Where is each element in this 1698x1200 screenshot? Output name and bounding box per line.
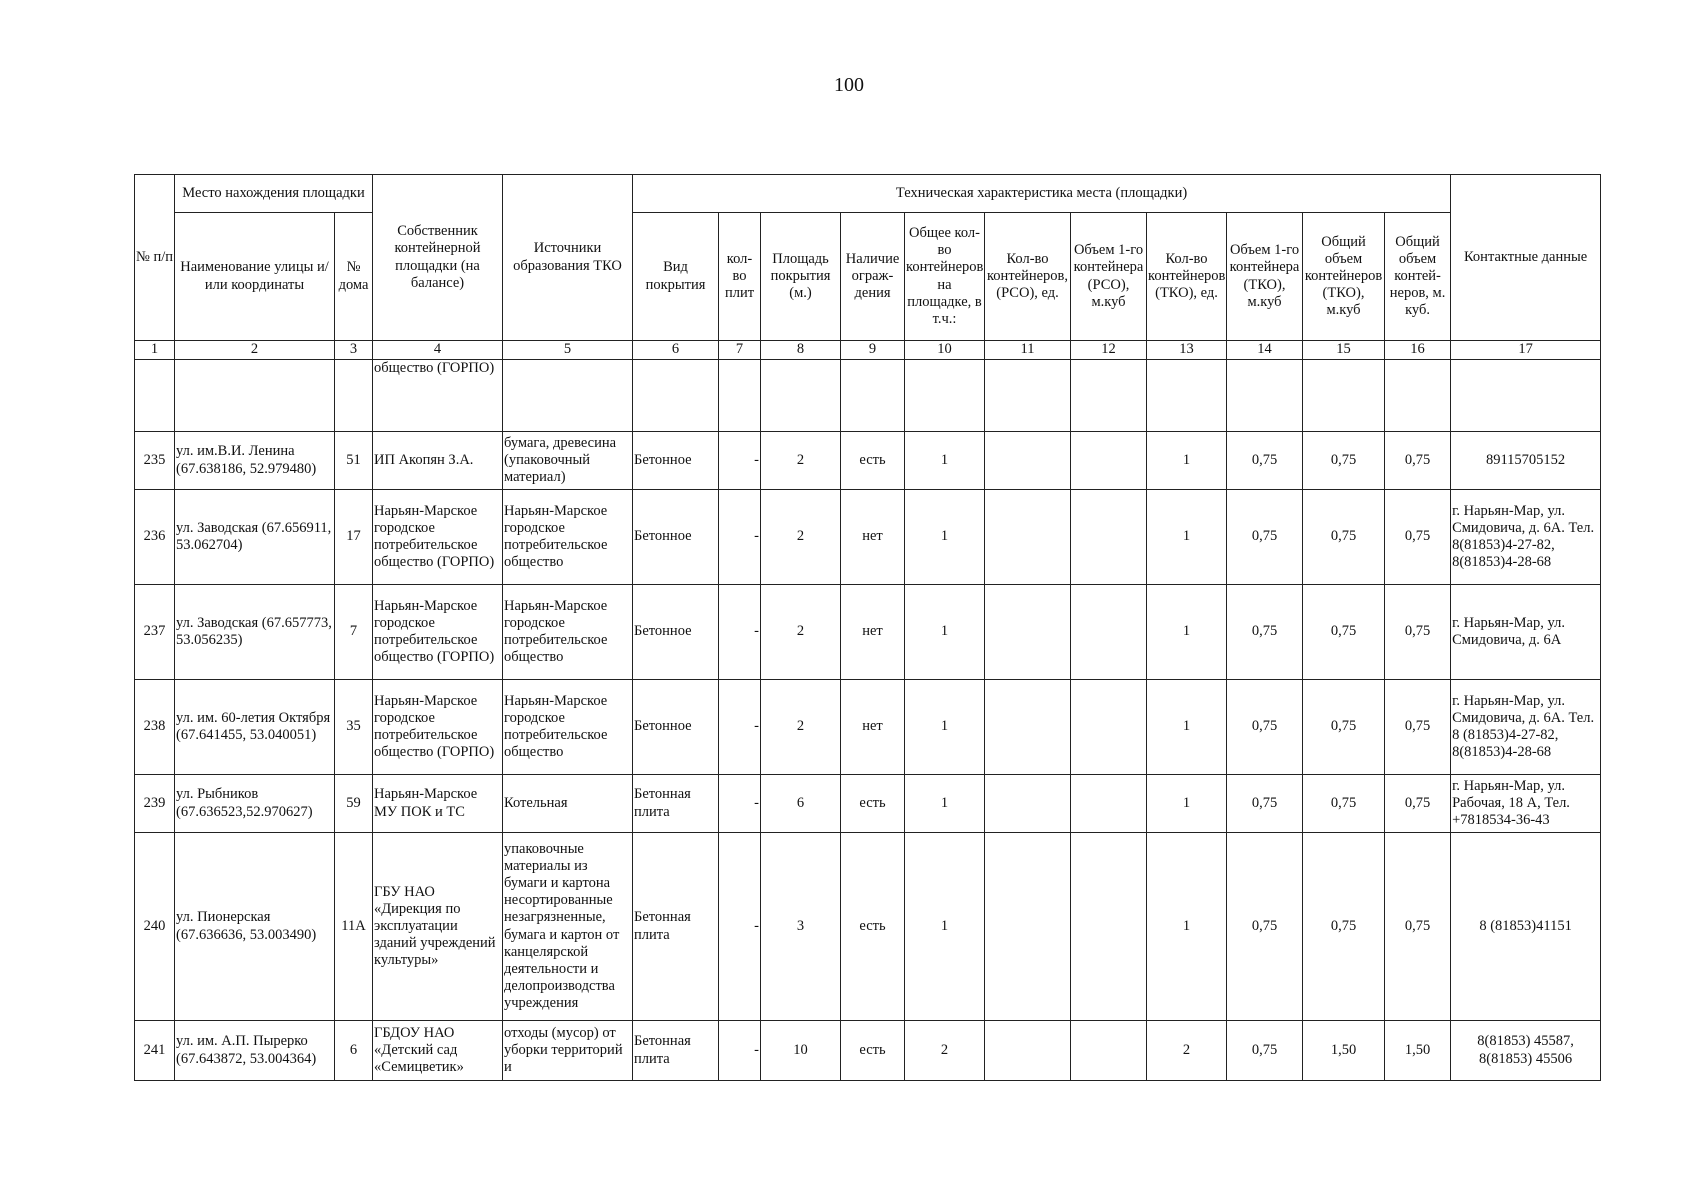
rso-volume-cell bbox=[1071, 680, 1147, 775]
area-cell: 2 bbox=[761, 432, 841, 490]
rso-volume-cell bbox=[1071, 833, 1147, 1021]
contacts-cell: г. Нарьян-Мар, ул. Смидовича, д. 6А. Тел. 8 (81853)4-27-82, 8(81853)4-28-68 bbox=[1451, 680, 1601, 775]
continuation-owner: общество (ГОРПО) bbox=[373, 360, 503, 432]
header-tech-group: Техническая характеристика места (площадки) bbox=[633, 175, 1451, 213]
table-row bbox=[135, 490, 1601, 585]
fence-cell: есть bbox=[841, 775, 905, 833]
plates-cell: - bbox=[719, 490, 761, 585]
total-volume-cell: 0,75 bbox=[1385, 432, 1451, 490]
tko-count-cell: 1 bbox=[1147, 585, 1227, 680]
rso-count-cell bbox=[985, 432, 1071, 490]
column-number: 1 bbox=[135, 341, 175, 360]
page-number: 100 bbox=[834, 74, 864, 96]
row-number: 236 bbox=[135, 490, 175, 585]
header-total-volume: Общий объем контей-неров, м. куб. bbox=[1385, 213, 1451, 341]
tko-total-volume-cell: 0,75 bbox=[1303, 775, 1385, 833]
street-cell: ул. им.В.И. Ленина (67.638186, 52.979480) bbox=[175, 432, 335, 490]
column-number: 9 bbox=[841, 341, 905, 360]
table-row bbox=[135, 775, 1601, 833]
cover-cell: Бетонное bbox=[633, 490, 719, 585]
total-volume-cell: 0,75 bbox=[1385, 680, 1451, 775]
cover-cell: Бетонное bbox=[633, 432, 719, 490]
rso-count-cell bbox=[985, 490, 1071, 585]
row-number: 240 bbox=[135, 833, 175, 1021]
plates-cell: - bbox=[719, 585, 761, 680]
column-number: 11 bbox=[985, 341, 1071, 360]
column-number: 13 bbox=[1147, 341, 1227, 360]
total-containers-cell: 1 bbox=[905, 490, 985, 585]
header-tko-total-volume: Общий объем контейнеров (ТКО), м.куб bbox=[1303, 213, 1385, 341]
sources-cell: Котельная bbox=[503, 775, 633, 833]
tko-count-cell: 2 bbox=[1147, 1021, 1227, 1081]
tko-total-volume-cell: 0,75 bbox=[1303, 490, 1385, 585]
fence-cell: нет bbox=[841, 490, 905, 585]
sources-cell: Нарьян-Марское городское потребительское общество bbox=[503, 680, 633, 775]
column-number: 14 bbox=[1227, 341, 1303, 360]
total-containers-cell: 1 bbox=[905, 585, 985, 680]
fence-cell: нет bbox=[841, 585, 905, 680]
total-containers-cell: 1 bbox=[905, 680, 985, 775]
tko-volume-cell: 0,75 bbox=[1227, 432, 1303, 490]
column-number: 10 bbox=[905, 341, 985, 360]
contacts-cell: г. Нарьян-Мар, ул. Рабочая, 18 А, Тел. +7818534-36-43 bbox=[1451, 775, 1601, 833]
area-cell: 10 bbox=[761, 1021, 841, 1081]
rso-volume-cell bbox=[1071, 775, 1147, 833]
tko-count-cell: 1 bbox=[1147, 775, 1227, 833]
cover-cell: Бетонное bbox=[633, 585, 719, 680]
tko-volume-cell: 0,75 bbox=[1227, 775, 1303, 833]
contacts-cell: г. Нарьян-Мар, ул. Смидовича, д. 6А. Тел. 8(81853)4-27-82, 8(81853)4-28-68 bbox=[1451, 490, 1601, 585]
house-cell: 17 bbox=[335, 490, 373, 585]
fence-cell: есть bbox=[841, 432, 905, 490]
total-volume-cell: 1,50 bbox=[1385, 1021, 1451, 1081]
tko-count-cell: 1 bbox=[1147, 680, 1227, 775]
header-fence: Наличие ограж-дения bbox=[841, 213, 905, 341]
sources-cell: Нарьян-Марское городское потребительское общество bbox=[503, 490, 633, 585]
table-row bbox=[135, 680, 1601, 775]
contacts-cell: 89115705152 bbox=[1451, 432, 1601, 490]
row-number: 241 bbox=[135, 1021, 175, 1081]
fence-cell: есть bbox=[841, 833, 905, 1021]
owner-cell: ГБДОУ НАО «Детский сад «Семицветик» bbox=[373, 1021, 503, 1081]
house-cell: 6 bbox=[335, 1021, 373, 1081]
rso-count-cell bbox=[985, 1021, 1071, 1081]
area-cell: 2 bbox=[761, 490, 841, 585]
tko-volume-cell: 0,75 bbox=[1227, 1021, 1303, 1081]
table-row bbox=[135, 833, 1601, 1021]
total-containers-cell: 1 bbox=[905, 432, 985, 490]
row-number: 235 bbox=[135, 432, 175, 490]
plates-cell: - bbox=[719, 432, 761, 490]
column-number: 8 bbox=[761, 341, 841, 360]
tko-total-volume-cell: 0,75 bbox=[1303, 833, 1385, 1021]
header-rso-volume: Объем 1-го контейнера (РСО), м.куб bbox=[1071, 213, 1147, 341]
tko-volume-cell: 0,75 bbox=[1227, 833, 1303, 1021]
house-cell: 59 bbox=[335, 775, 373, 833]
contacts-cell: г. Нарьян-Мар, ул. Смидовича, д. 6А bbox=[1451, 585, 1601, 680]
column-number: 4 bbox=[373, 341, 503, 360]
plates-cell: - bbox=[719, 680, 761, 775]
street-cell: ул. Рыбников (67.636523,52.970627) bbox=[175, 775, 335, 833]
column-number: 12 bbox=[1071, 341, 1147, 360]
street-cell: ул. им. А.П. Пырерко (67.643872, 53.004364) bbox=[175, 1021, 335, 1081]
rso-count-cell bbox=[985, 833, 1071, 1021]
rso-volume-cell bbox=[1071, 490, 1147, 585]
area-cell: 2 bbox=[761, 680, 841, 775]
cover-cell: Бетонная плита bbox=[633, 833, 719, 1021]
fence-cell: есть bbox=[841, 1021, 905, 1081]
street-cell: ул. Пионерская (67.636636, 53.003490) bbox=[175, 833, 335, 1021]
header-house: № дома bbox=[335, 213, 373, 341]
header-total-containers: Общее кол-во контейнеров на площадке, в т.ч.: bbox=[905, 213, 985, 341]
tko-count-cell: 1 bbox=[1147, 432, 1227, 490]
tko-total-volume-cell: 0,75 bbox=[1303, 585, 1385, 680]
column-number: 15 bbox=[1303, 341, 1385, 360]
total-volume-cell: 0,75 bbox=[1385, 585, 1451, 680]
cover-cell: Бетонная плита bbox=[633, 1021, 719, 1081]
tko-total-volume-cell: 1,50 bbox=[1303, 1021, 1385, 1081]
tko-count-cell: 1 bbox=[1147, 490, 1227, 585]
table-row bbox=[135, 1021, 1601, 1081]
header-area: Площадь покрытия (м.) bbox=[761, 213, 841, 341]
header-sources: Источники образования ТКО bbox=[503, 175, 633, 341]
sources-cell: бумага, древесина (упаковочный материал) bbox=[503, 432, 633, 490]
house-cell: 35 bbox=[335, 680, 373, 775]
column-number: 6 bbox=[633, 341, 719, 360]
header-rso-count: Кол-во контейнеров, (РСО), ед. bbox=[985, 213, 1071, 341]
street-cell: ул. им. 60-летия Октября (67.641455, 53.040051) bbox=[175, 680, 335, 775]
header-contacts: Контактные данные bbox=[1451, 175, 1601, 341]
header-location-group: Место нахождения площадки bbox=[175, 175, 373, 213]
sources-cell: упаковочные материалы из бумаги и картона несортированные незагрязненные, бумага и картон от канцелярской деятельности и делопроизводства учреждения bbox=[503, 833, 633, 1021]
cover-cell: Бетонное bbox=[633, 680, 719, 775]
header-owner: Собственник контейнерной площадки (на балансе) bbox=[373, 175, 503, 341]
column-number: 5 bbox=[503, 341, 633, 360]
fence-cell: нет bbox=[841, 680, 905, 775]
tko-volume-cell: 0,75 bbox=[1227, 680, 1303, 775]
owner-cell: Нарьян-Марское МУ ПОК и ТС bbox=[373, 775, 503, 833]
total-containers-cell: 2 bbox=[905, 1021, 985, 1081]
sources-cell: отходы (мусор) от уборки территорий и bbox=[503, 1021, 633, 1081]
rso-volume-cell bbox=[1071, 585, 1147, 680]
total-volume-cell: 0,75 bbox=[1385, 490, 1451, 585]
rso-count-cell bbox=[985, 680, 1071, 775]
tko-total-volume-cell: 0,75 bbox=[1303, 432, 1385, 490]
house-cell: 11А bbox=[335, 833, 373, 1021]
container-sites-table bbox=[134, 174, 1601, 1081]
plates-cell: - bbox=[719, 833, 761, 1021]
plates-cell: - bbox=[719, 775, 761, 833]
owner-cell: Нарьян-Марское городское потребительское общество (ГОРПО) bbox=[373, 490, 503, 585]
contacts-cell: 8 (81853)41151 bbox=[1451, 833, 1601, 1021]
rso-count-cell bbox=[985, 585, 1071, 680]
header-tko-count: Кол-во контейнеров (ТКО), ед. bbox=[1147, 213, 1227, 341]
street-cell: ул. Заводская (67.656911, 53.062704) bbox=[175, 490, 335, 585]
rso-volume-cell bbox=[1071, 1021, 1147, 1081]
house-cell: 51 bbox=[335, 432, 373, 490]
column-number: 7 bbox=[719, 341, 761, 360]
total-volume-cell: 0,75 bbox=[1385, 775, 1451, 833]
header-tko-volume: Объем 1-го контейнера (ТКО), м.куб bbox=[1227, 213, 1303, 341]
total-volume-cell: 0,75 bbox=[1385, 833, 1451, 1021]
column-number: 3 bbox=[335, 341, 373, 360]
owner-cell: Нарьян-Марское городское потребительское общество (ГОРПО) bbox=[373, 680, 503, 775]
area-cell: 6 bbox=[761, 775, 841, 833]
column-number: 17 bbox=[1451, 341, 1601, 360]
table-row bbox=[135, 432, 1601, 490]
header-row-number: № п/п bbox=[135, 175, 175, 341]
plates-cell: - bbox=[719, 1021, 761, 1081]
area-cell: 3 bbox=[761, 833, 841, 1021]
sources-cell: Нарьян-Марское городское потребительское общество bbox=[503, 585, 633, 680]
area-cell: 2 bbox=[761, 585, 841, 680]
tko-volume-cell: 0,75 bbox=[1227, 490, 1303, 585]
tko-count-cell: 1 bbox=[1147, 833, 1227, 1021]
row-number: 238 bbox=[135, 680, 175, 775]
header-plates: кол-во плит bbox=[719, 213, 761, 341]
house-cell: 7 bbox=[335, 585, 373, 680]
total-containers-cell: 1 bbox=[905, 833, 985, 1021]
tko-total-volume-cell: 0,75 bbox=[1303, 680, 1385, 775]
owner-cell: ГБУ НАО «Дирекция по эксплуатации зданий учреждений культуры» bbox=[373, 833, 503, 1021]
header-cover-type: Вид покрытия bbox=[633, 213, 719, 341]
column-number-row bbox=[135, 341, 1601, 360]
contacts-cell: 8(81853) 45587, 8(81853) 45506 bbox=[1451, 1021, 1601, 1081]
continuation-row bbox=[135, 360, 1601, 432]
row-number: 239 bbox=[135, 775, 175, 833]
table-row bbox=[135, 585, 1601, 680]
row-number: 237 bbox=[135, 585, 175, 680]
rso-volume-cell bbox=[1071, 432, 1147, 490]
total-containers-cell: 1 bbox=[905, 775, 985, 833]
owner-cell: Нарьян-Марское городское потребительское общество (ГОРПО) bbox=[373, 585, 503, 680]
cover-cell: Бетонная плита bbox=[633, 775, 719, 833]
tko-volume-cell: 0,75 bbox=[1227, 585, 1303, 680]
rso-count-cell bbox=[985, 775, 1071, 833]
owner-cell: ИП Акопян З.А. bbox=[373, 432, 503, 490]
street-cell: ул. Заводская (67.657773, 53.056235) bbox=[175, 585, 335, 680]
header-street: Наименование улицы и/или координаты bbox=[175, 213, 335, 341]
column-number: 16 bbox=[1385, 341, 1451, 360]
column-number: 2 bbox=[175, 341, 335, 360]
